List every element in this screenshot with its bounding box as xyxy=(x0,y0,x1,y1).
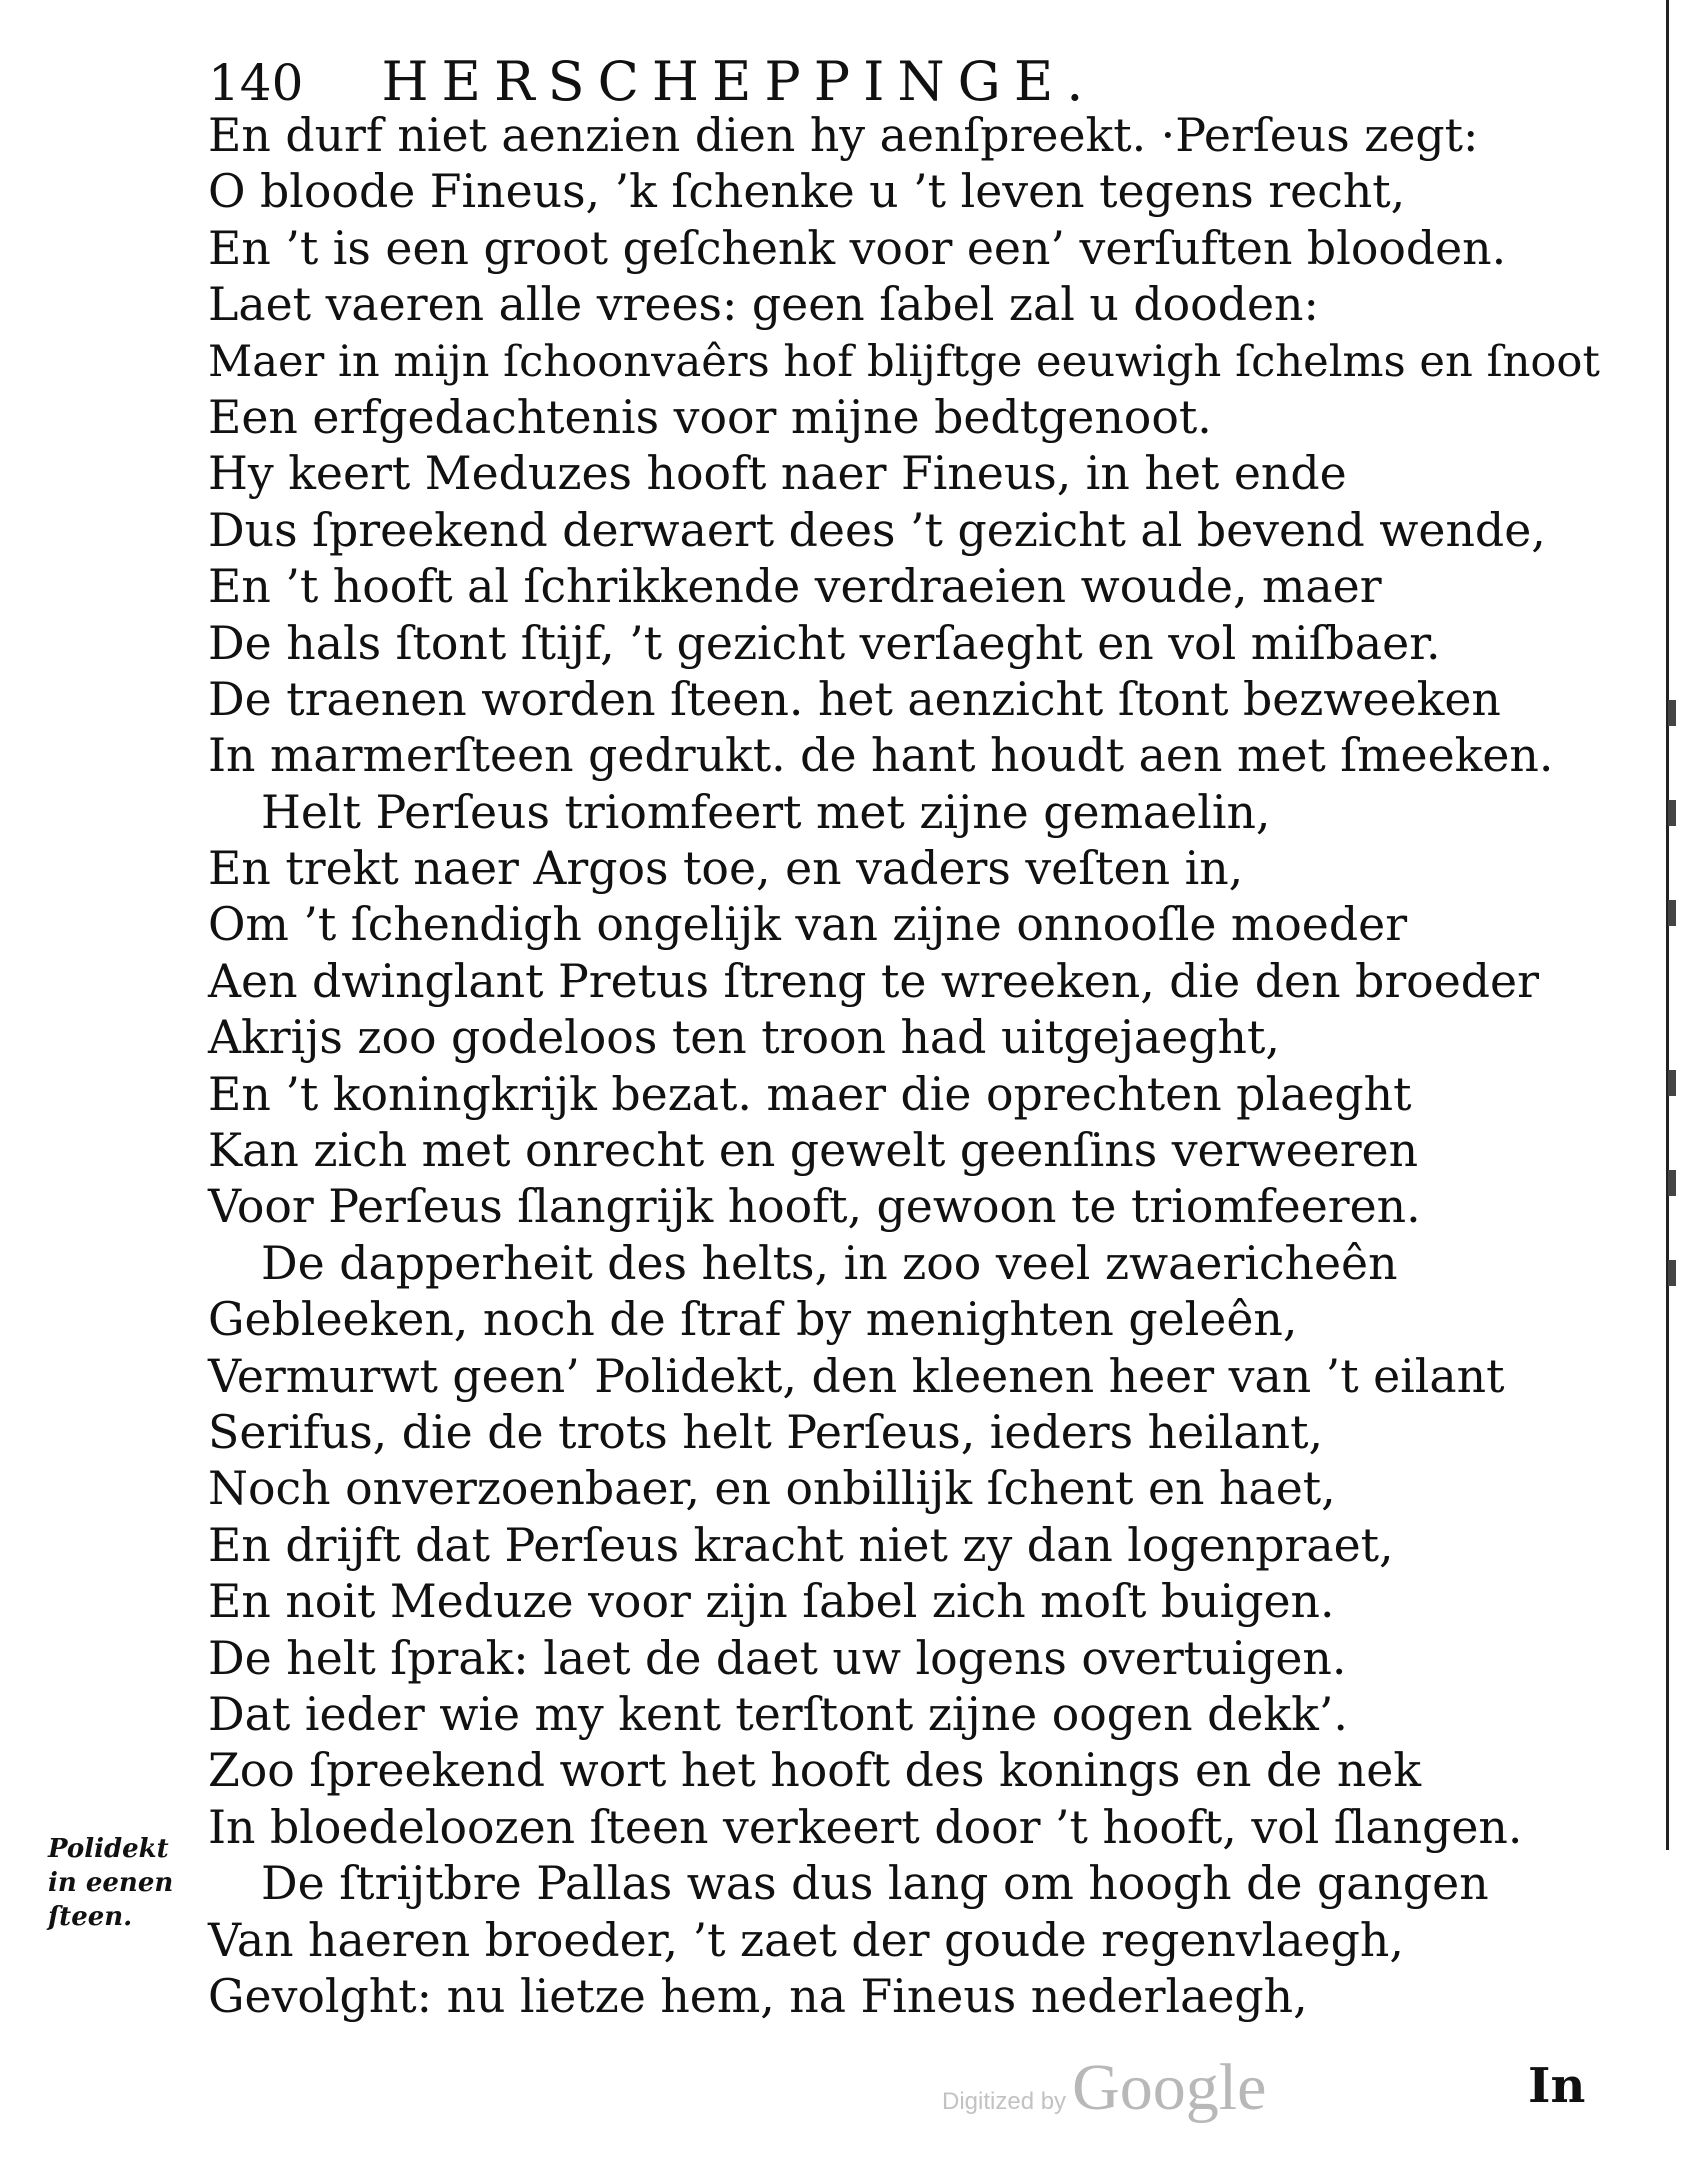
verse-line: En ’t hooft al ſchrikkende verdraeien woude, maer xyxy=(208,560,1382,614)
verse-line: Maer in mijn ſchoonvaêrs hof blijftge eeuwigh ſchelms en ſnoot xyxy=(208,336,1600,387)
verse-line: Vermurwt geen’ Polidekt, den kleenen heer van ’t eilant xyxy=(208,1349,1505,1403)
verse-line: En trekt naer Argos toe, en vaders veſten in, xyxy=(208,842,1244,896)
google-logo: Google xyxy=(1072,2051,1267,2124)
verse-line: En drijft dat Perſeus kracht niet zy dan logenpraet, xyxy=(208,1518,1394,1572)
verse-line: Kan zich met onrecht en gewelt geenſins verweeren xyxy=(208,1124,1419,1178)
verse-line: Voor Perſeus ſlangrijk hooft, gewoon te triomfeeren. xyxy=(208,1180,1421,1234)
digitized-by-label: Digitized by xyxy=(942,2088,1067,2115)
verse-text xyxy=(208,108,1608,2025)
edge-mark xyxy=(1668,1260,1676,1286)
verse-line: Om ’t ſchendigh ongelijk van zijne onnooſle moeder xyxy=(208,898,1408,952)
verse-line: O bloode Fineus, ’k ſchenke u ’t leven tegens recht, xyxy=(208,165,1406,219)
verse-line: Akrijs zoo godeloos ten troon had uitgejaeght, xyxy=(208,1011,1280,1065)
verse-line: De ſtrijtbre Pallas was dus lang om hoogh de gangen xyxy=(261,1857,1489,1911)
adjacent-page-edge xyxy=(1664,0,1682,2167)
verse-line: En noit Meduze voor zijn ſabel zich moſt buigen. xyxy=(208,1575,1335,1629)
marginal-note-line: Polidekt xyxy=(48,1834,169,1864)
edge-mark xyxy=(1668,900,1676,926)
verse-line: Dat ieder wie my kent terſtont zijne oogen dekk’. xyxy=(208,1687,1348,1741)
verse-line: Een erfgedachtenis voor mijne bedtgenoot. xyxy=(208,390,1212,444)
running-title: HERSCHEPPINGE. xyxy=(381,50,1097,113)
verse-line: In marmerſteen gedrukt. de hant houdt aen met ſmeeken. xyxy=(208,729,1554,783)
verse-line: Zoo ſpreekend wort het hooft des konings en de nek xyxy=(208,1744,1422,1798)
verse-line: Van haeren broeder, ’t zaet der goude regenvlaegh, xyxy=(208,1913,1404,1967)
verse-line: Laet vaeren alle vrees: geen ſabel zal u dooden: xyxy=(208,278,1319,332)
verse-line: Gebleeken, noch de ſtraf by menighten geleên, xyxy=(208,1293,1298,1347)
catchword: In xyxy=(1528,2058,1586,2114)
verse-line: En ’t is een groot geſchenk voor een’ verſuften blooden. xyxy=(208,221,1507,275)
marginal-note-line: ſteen. xyxy=(48,1902,133,1932)
edge-mark xyxy=(1668,1170,1676,1196)
verse-line: Serifus, die de trots helt Perſeus, ieders heilant, xyxy=(208,1405,1323,1459)
verse-line: Aen dwinglant Pretus ſtreng te wreeken, die den broeder xyxy=(208,954,1539,1008)
verse-line: De traenen worden ſteen. het aenzicht ſtont bezweeken xyxy=(208,672,1501,726)
page-header xyxy=(208,50,1096,113)
verse-line: Gevolght: nu lietze hem, na Fineus nederlaegh, xyxy=(208,1969,1308,2023)
page-number: 140 xyxy=(208,54,304,112)
digitized-by-watermark xyxy=(942,2050,1266,2126)
verse-line: In bloedeloozen ſteen verkeert door ’t hooft, vol ſlangen. xyxy=(208,1800,1523,1854)
verse-line: En durf niet aenzien dien hy aenſpreekt. ·Perſeus zegt: xyxy=(208,109,1479,162)
edge-mark xyxy=(1668,700,1676,726)
verse-line: Helt Perſeus triomfeert met zijne gemaelin, xyxy=(261,785,1271,839)
edge-mark xyxy=(1668,1070,1676,1096)
verse-line: De dapperheit des helts, in zoo veel zwaericheên xyxy=(261,1236,1398,1290)
edge-mark xyxy=(1668,800,1676,826)
verse-line: Hy keert Meduzes hooft naer Fineus, in het ende xyxy=(208,447,1347,501)
verse-line: Dus ſpreekend derwaert dees ’t gezicht al bevend wende, xyxy=(208,503,1546,557)
verse-line: De hals ſtont ſtijf, ’t gezicht verſaeght en vol miſbaer. xyxy=(208,616,1441,670)
verse-line: De helt ſprak: laet de daet uw logens overtuigen. xyxy=(208,1631,1347,1685)
marginal-note xyxy=(48,1832,198,1934)
verse-line: Noch onverzoenbaer, en onbillijk ſchent en haet, xyxy=(208,1462,1336,1516)
marginal-note-line: in eenen xyxy=(48,1868,174,1898)
verse-line: En ’t koningkrijk bezat. maer die oprechten plaeght xyxy=(208,1067,1412,1121)
